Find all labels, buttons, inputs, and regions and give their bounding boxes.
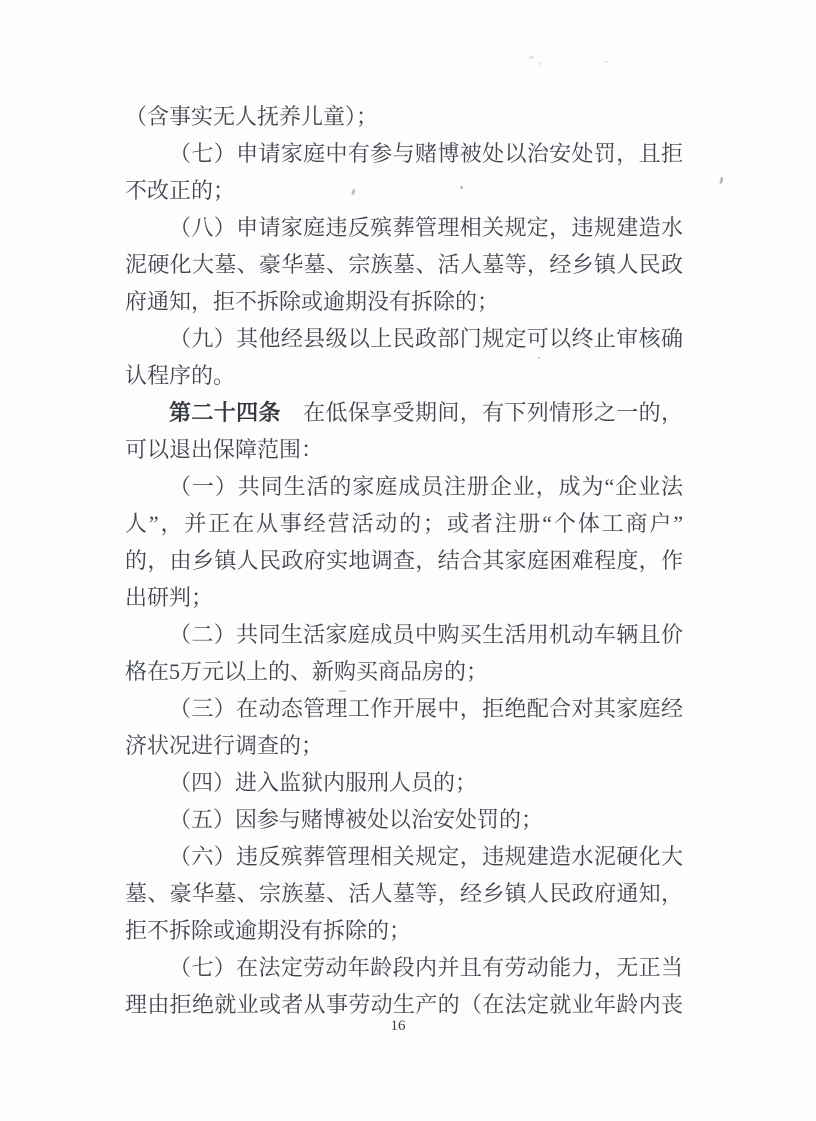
article-heading-rest: 在低保享受期间，有下列情形之一的，	[280, 400, 683, 425]
scan-speck	[604, 61, 608, 63]
page-number: 16	[390, 1018, 406, 1034]
text-line	[125, 394, 683, 431]
scan-speck	[538, 62, 541, 65]
text-line: （三）在动态管理工作开展中，拒绝配合对其家庭经	[169, 696, 683, 721]
text-line: 的，由乡镇人民政府实地调查，结合其家庭困难程度，作	[125, 548, 683, 573]
text-line: 拒不拆除或逾期没有拆除的；	[125, 918, 412, 943]
scan-speck	[719, 177, 724, 185]
text-line: 泥硬化大墓、豪华墓、宗族墓、活人墓等，经乡镇人民政	[125, 252, 683, 277]
text-line: （四）进入监狱内服刑人员的；	[169, 770, 478, 795]
text-line: 府通知，拒不拆除或逾期没有拆除的；	[125, 289, 500, 314]
scan-speck	[529, 56, 534, 59]
scan-speck	[339, 690, 346, 692]
scan-speck	[460, 186, 463, 189]
text-line: （含事实无人抚养儿童）；	[125, 104, 379, 129]
article-heading: 第二十四条	[169, 400, 281, 425]
text-line: （一）共同生活的家庭成员注册企业，成为“企业法	[169, 474, 683, 499]
text-line: 墓、豪华墓、宗族墓、活人墓等，经乡镇人民政府通知，	[125, 881, 683, 906]
text-line: 理由拒绝就业或者从事劳动生产的（在法定就业年龄内丧	[125, 992, 683, 1017]
text-line: （五）因参与赌博被处以治安处罚的；	[169, 807, 544, 832]
scan-speck	[538, 357, 540, 359]
text-line: （二）共同生活家庭成员中购买生活用机动车辆且价	[169, 622, 683, 647]
text-line: 认程序的。	[125, 363, 236, 388]
text-line: 出研判；	[125, 585, 214, 610]
text-line: （八）申请家庭违反殡葬管理相关规定，违规建造水	[169, 215, 683, 240]
text-line: 人”，并正在从事经营活动的；或者注册“个体工商户”	[125, 511, 683, 536]
text-line: 可以退出保障范围：	[125, 437, 324, 462]
text-line: （七）在法定劳动年龄段内并且有劳动能力，无正当	[169, 955, 683, 980]
text-line: 不改正的；	[125, 178, 236, 203]
text-line: （六）违反殡葬管理相关规定，违规建造水泥硬化大	[169, 844, 683, 869]
document-body	[125, 98, 683, 1023]
text-line: （九）其他经县级以上民政部门规定可以终止审核确	[169, 326, 683, 351]
text-line: 格在5万元以上的、新购买商品房的；	[125, 659, 489, 684]
text-line: 济状况进行调查的；	[125, 733, 324, 758]
text-line: （七）申请家庭中有参与赌博被处以治安处罚，且拒	[169, 141, 683, 166]
